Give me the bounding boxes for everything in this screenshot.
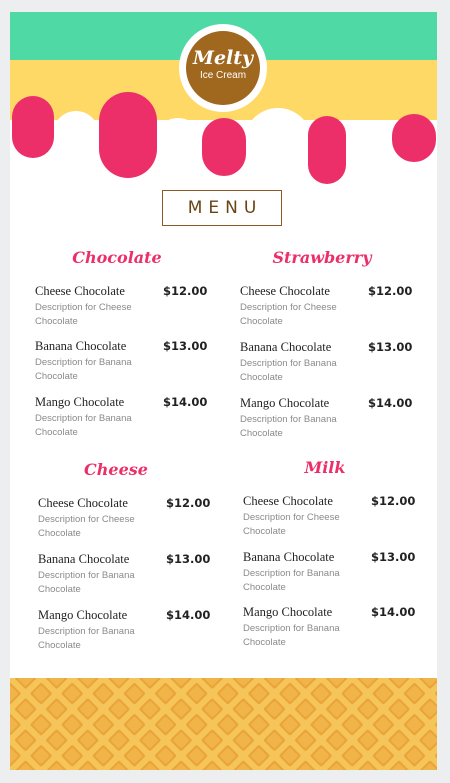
item-description: Description for Banana Chocolate (240, 358, 337, 383)
item-price: $14.00 (371, 605, 416, 619)
item-name: Mango Chocolate (243, 605, 333, 619)
brand-name: Melty (192, 47, 254, 69)
item-description: Description for Banana Chocolate (38, 570, 135, 595)
item-name: Mango Chocolate (35, 395, 125, 409)
item-description: Description for Banana Chocolate (35, 357, 132, 382)
item-name: Banana Chocolate (243, 550, 335, 564)
item-description: Description for Cheese Chocolate (35, 302, 132, 327)
item-name: Mango Chocolate (38, 608, 128, 622)
item-price: $13.00 (368, 340, 413, 354)
category-title-strawberry: Strawberry (272, 248, 372, 267)
item-price: $14.00 (166, 608, 211, 622)
item-description: Description for Banana Chocolate (38, 626, 135, 651)
item-name: Banana Chocolate (240, 340, 332, 354)
item-name: Mango Chocolate (240, 396, 330, 410)
item-name: Cheese Chocolate (35, 284, 125, 298)
item-price: $12.00 (166, 496, 211, 510)
item-description: Description for Cheese Chocolate (38, 514, 135, 539)
category-title-cheese: Cheese (84, 460, 148, 479)
menu-heading-box (162, 190, 282, 226)
brand-subtitle: Ice Cream (199, 70, 247, 81)
waffle-cone-footer (10, 678, 437, 770)
item-description: Description for Banana Chocolate (240, 414, 337, 439)
item-description: Description for Cheese Chocolate (243, 512, 340, 537)
item-name: Cheese Chocolate (38, 496, 128, 510)
item-price: $14.00 (163, 395, 208, 409)
menu-title: MENU (187, 198, 263, 218)
item-description: Description for Banana Chocolate (243, 568, 340, 593)
item-price: $14.00 (368, 396, 413, 410)
category-title-milk: Milk (304, 458, 346, 477)
item-description: Description for Banana Chocolate (243, 623, 340, 648)
item-name: Banana Chocolate (35, 339, 127, 353)
item-price: $13.00 (371, 550, 416, 564)
item-name: Banana Chocolate (38, 552, 130, 566)
menu-card (10, 12, 437, 770)
item-name: Cheese Chocolate (240, 284, 330, 298)
item-description: Description for Banana Chocolate (35, 413, 132, 438)
item-price: $12.00 (163, 284, 208, 298)
item-price: $13.00 (166, 552, 211, 566)
item-name: Cheese Chocolate (243, 494, 333, 508)
item-price: $12.00 (371, 494, 416, 508)
brand-logo (186, 31, 260, 105)
category-title-chocolate: Chocolate (72, 248, 162, 267)
item-price: $13.00 (163, 339, 208, 353)
item-description: Description for Cheese Chocolate (240, 302, 337, 327)
item-price: $12.00 (368, 284, 413, 298)
